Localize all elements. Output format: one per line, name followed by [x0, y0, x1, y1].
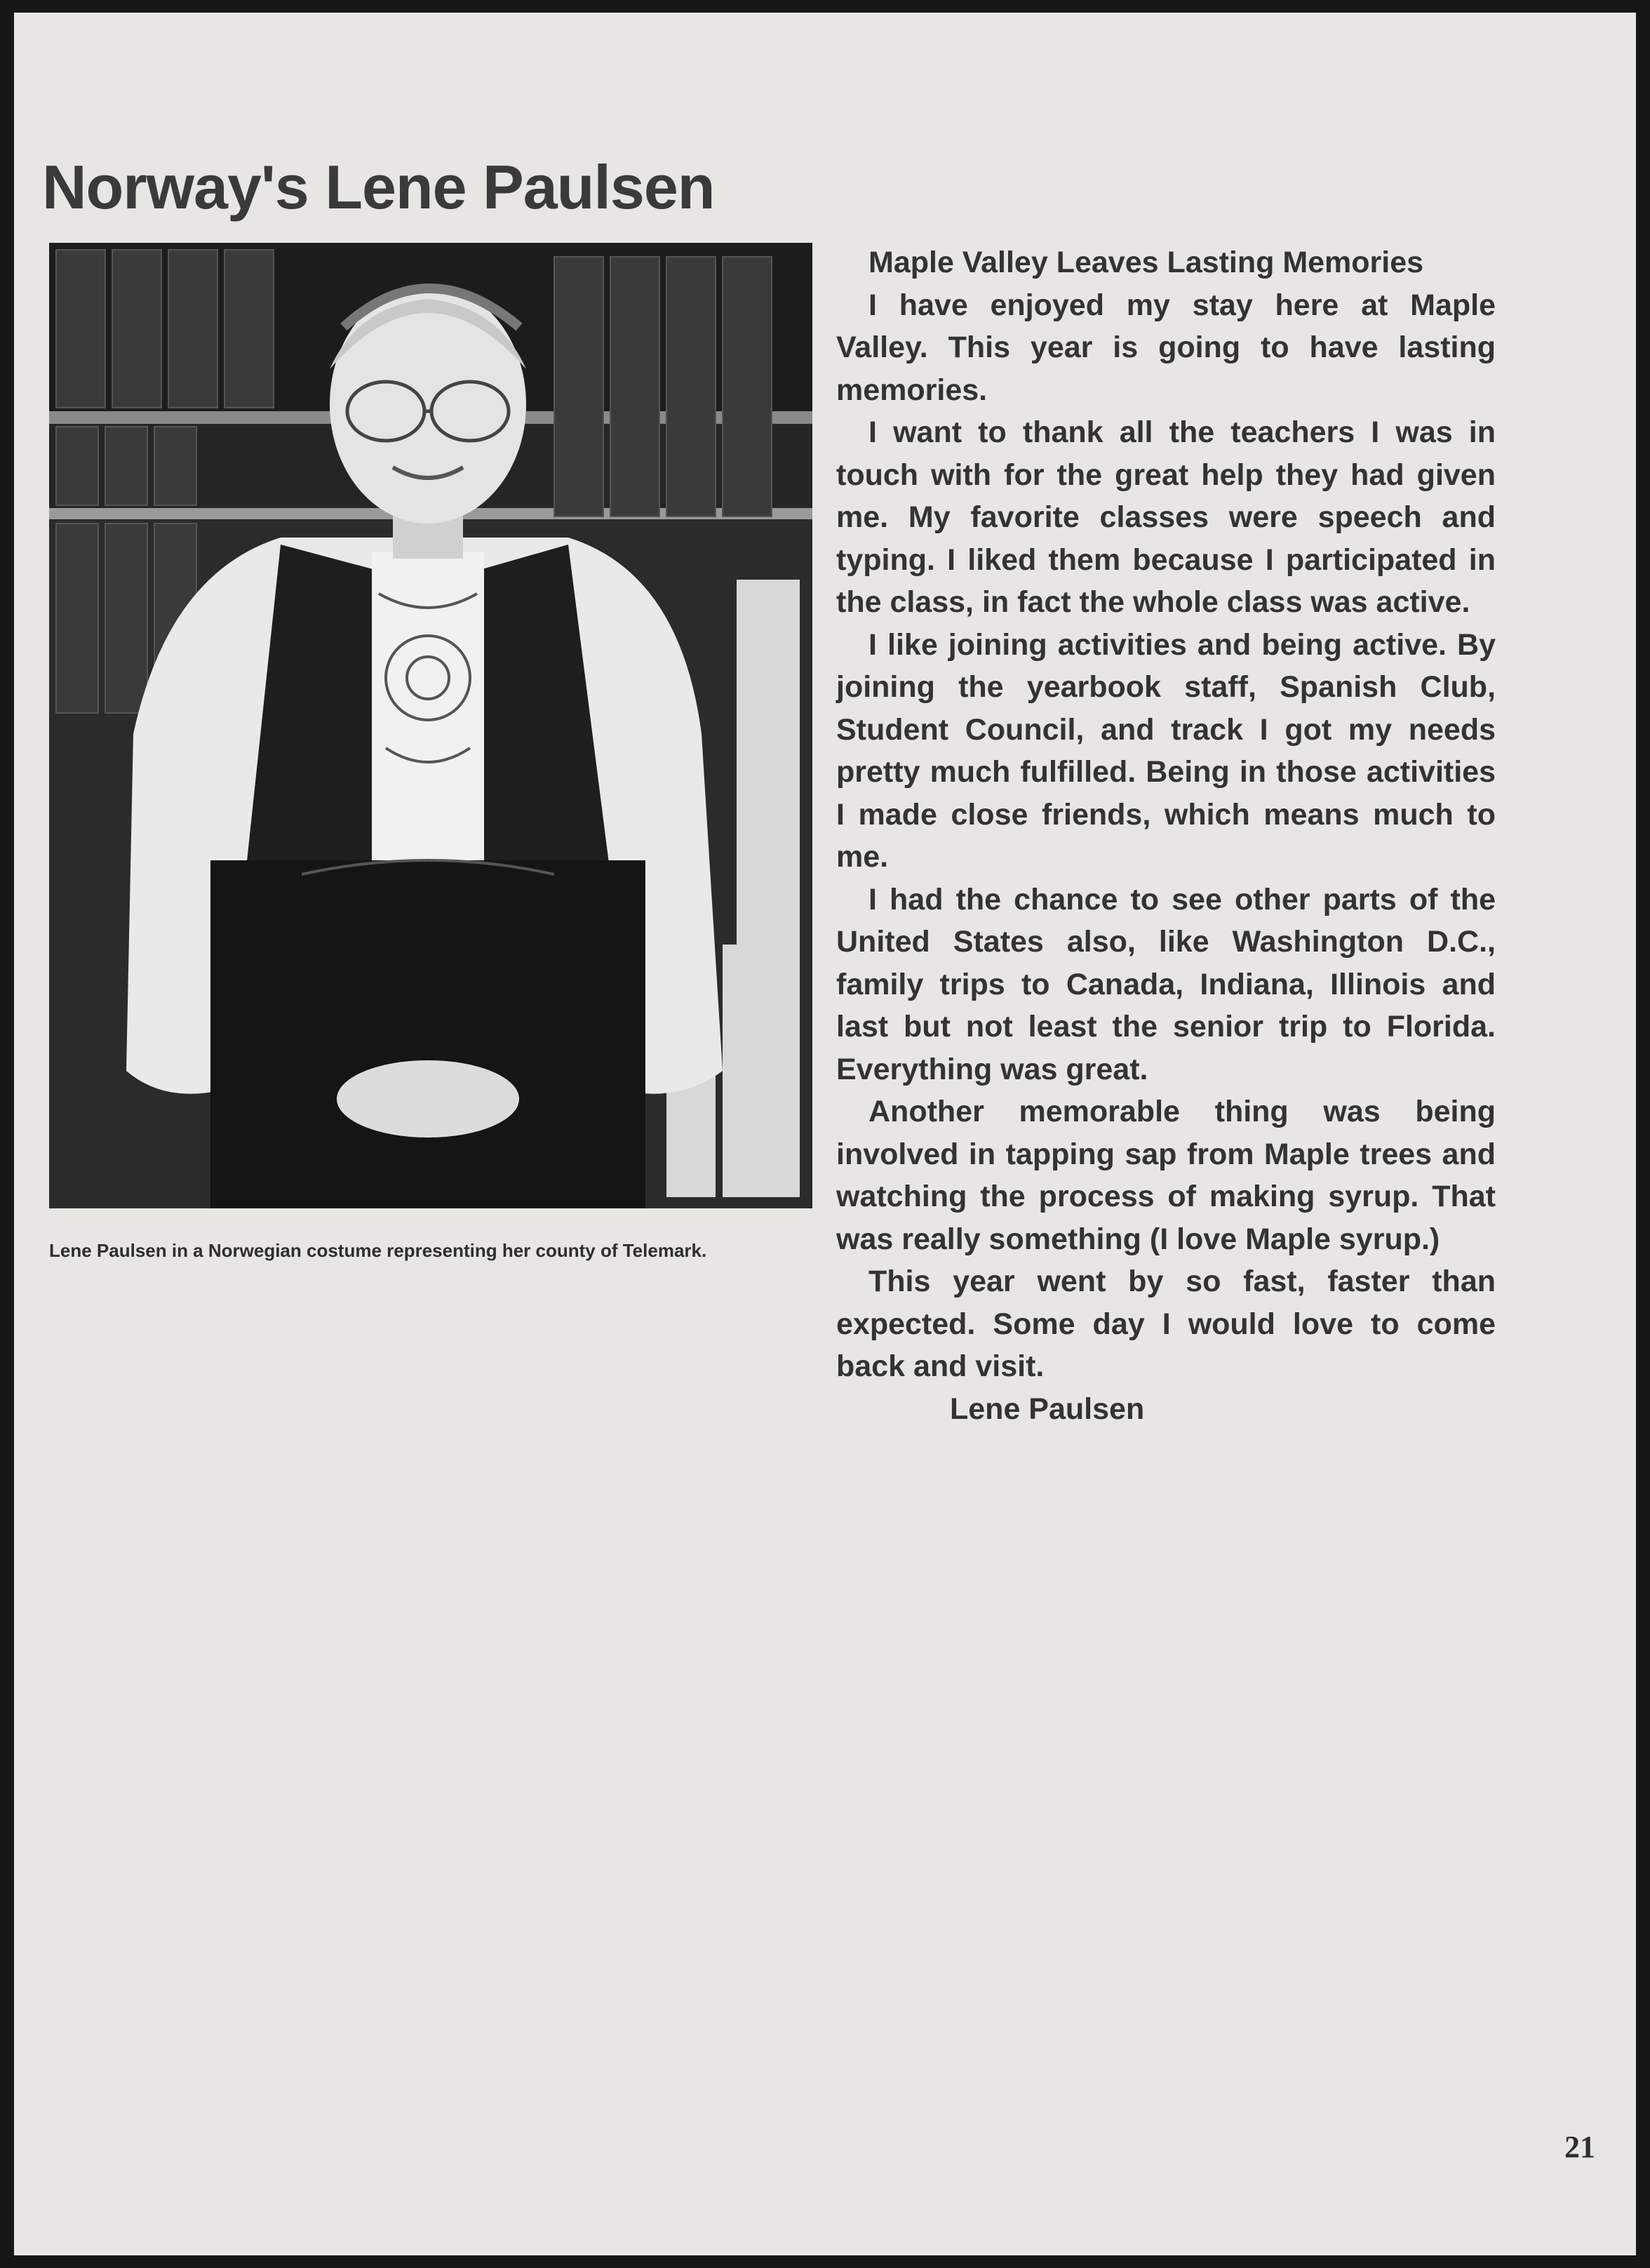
article-paragraph: I had the chance to see other parts of the United States also, like Washington D.C., family trips to Canada, Indiana, Illinois and last but not least the senior trip to Florida. Everything was great.	[836, 882, 1496, 1086]
article-paragraph: Another memorable thing was being involved in tapping sap from Maple trees and watching the process of making syrup. That was really something (I love Maple syrup.)	[836, 1095, 1496, 1256]
article-paragraph: I want to thank all the teachers I was in touch with for the great help they had given me. My favorite classes were speech and typing. I liked them because I participated in the class, in fact the whole class was active.	[836, 415, 1496, 619]
portrait-photo	[49, 243, 812, 1208]
article-signature: Lene Paulsen	[950, 1392, 1145, 1426]
yearbook-page	[14, 13, 1636, 2255]
photo-caption: Lene Paulsen in a Norwegian costume representing her county of Telemark.	[49, 1240, 707, 1261]
article-headline: Maple Valley Leaves Lasting Memories	[868, 246, 1424, 279]
article-body	[836, 241, 1496, 1430]
article-paragraph: I like joining activities and being active. By joining the yearbook staff, Spanish Club, Student Council, and track I got my needs pretty much fulfilled. Being in those activities I made close friends, which means much to me.	[836, 627, 1496, 874]
page-title: Norway's Lene Paulsen	[42, 152, 715, 222]
portrait-photo-icon	[49, 243, 812, 1208]
article-paragraph: This year went by so fast, faster than expected. Some day I would love to come back and visit.	[836, 1265, 1496, 1383]
article-paragraph: I have enjoyed my stay here at Maple Valley. This year is going to have lasting memories.	[836, 288, 1496, 407]
page-number: 21	[1564, 2130, 1595, 2164]
